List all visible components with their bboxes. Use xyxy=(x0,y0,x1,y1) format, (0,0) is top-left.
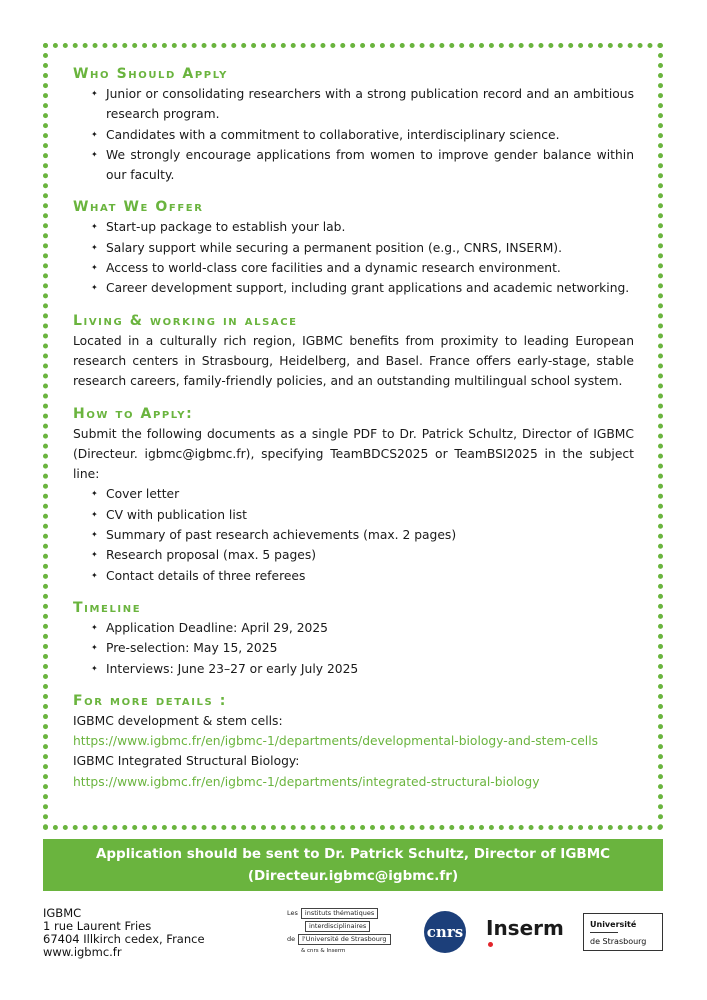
dev-label: IGBMC development & stem cells: xyxy=(73,713,283,728)
unistra-bottom: de Strasbourg xyxy=(590,937,647,946)
list-item: ✦ Pre-selection: May 15, 2025 xyxy=(106,638,634,658)
section-what-we-offer xyxy=(73,197,634,298)
application-banner xyxy=(43,839,663,891)
section-details xyxy=(73,691,634,792)
offer-list xyxy=(73,217,634,298)
list-item: ✦ Application Deadline: April 29, 2025 xyxy=(106,618,634,638)
inserm-logo xyxy=(486,916,564,940)
address-block xyxy=(43,907,205,959)
its-line-3: l'Université de Strasbourg xyxy=(298,934,390,945)
section-title-offer: What We Offer xyxy=(73,199,204,216)
list-item: ✦ Interviews: June 23–27 or early July 2025 xyxy=(106,659,634,679)
list-item: ✦ Research proposal (max. 5 pages) xyxy=(106,545,634,565)
list-item: ✦ Career development support, including grant applications and academic networking. xyxy=(106,278,634,298)
its-de: de xyxy=(287,935,296,943)
cnrs-logo: cnrs xyxy=(424,911,466,953)
banner-line-1: Application should be sent to Dr. Patrick Schultz, Director of IGBMC xyxy=(95,846,611,862)
section-title-details: For more details : xyxy=(73,692,227,709)
list-item: ✦ Candidates with a commitment to collaborative, interdisciplinary science. xyxy=(106,125,634,145)
timeline-list xyxy=(73,618,634,679)
address-street: 1 rue Laurent Fries xyxy=(43,919,152,933)
apply-list xyxy=(73,484,634,585)
its-logo xyxy=(287,908,397,958)
its-footer: & cnrs & Inserm xyxy=(301,948,346,954)
who-list xyxy=(73,84,634,185)
apply-intro: Submit the following documents as a single PDF to Dr. Patrick Schultz, Director of IGBMC (Directeur. igbmc@igbmc.fr), specifying TeamBDCS2025 or TeamBSI2025 in the subject line: xyxy=(73,426,634,482)
structural-biology-link[interactable]: https://www.igbmc.fr/en/igbmc-1/departments/integrated-structural-biology xyxy=(73,774,540,789)
unistra-logo xyxy=(583,913,663,951)
section-timeline xyxy=(73,598,634,679)
list-item: ✦ Summary of past research achievements (max. 2 pages) xyxy=(106,525,634,545)
list-item: ✦ We strongly encourage applications from women to improve gender balance within our faculty. xyxy=(106,145,634,186)
section-title-timeline: Timeline xyxy=(73,599,142,616)
banner-email: (Directeur.igbmc@igbmc.fr) xyxy=(247,868,459,884)
list-item: ✦ Contact details of three referees xyxy=(106,566,634,586)
section-who-should-apply xyxy=(73,64,634,185)
its-les: Les xyxy=(287,909,298,917)
address-city: 67404 Illkirch cedex, France xyxy=(43,932,205,946)
living-paragraph: Located in a culturally rich region, IGBMC benefits from proximity to leading European research centers in Strasbourg, Heidelberg, and Basel. France offers early-stage, stable research careers, family-friendly policies, and an outstanding multilingual school system. xyxy=(73,333,634,389)
unistra-top: Université xyxy=(590,920,637,929)
list-item: ✦ Access to world-class core facilities and a dynamic research environment. xyxy=(106,258,634,278)
its-line-2: interdisciplinaires xyxy=(305,921,370,932)
list-item: ✦ CV with publication list xyxy=(106,505,634,525)
list-item: ✦ Junior or consolidating researchers with a strong publication record and an ambitious research program. xyxy=(106,84,634,125)
address-website: www.igbmc.fr xyxy=(43,945,122,959)
section-title-who: Who Should Apply xyxy=(73,66,228,82)
section-title-living: Living & working in alsace xyxy=(73,312,298,329)
its-line-1: instituts thématiques xyxy=(301,908,378,919)
isb-label: IGBMC Integrated Structural Biology: xyxy=(73,754,300,769)
dev-stem-cells-link[interactable]: https://www.igbmc.fr/en/igbmc-1/departments/developmental-biology-and-stem-cells xyxy=(73,734,599,749)
list-item: ✦ Salary support while securing a permanent position (e.g., CNRS, INSERM). xyxy=(106,238,634,258)
section-how-to-apply xyxy=(73,404,634,586)
inserm-dot-icon xyxy=(488,942,493,947)
list-item: ✦ Start-up package to establish your lab. xyxy=(106,217,634,237)
list-item: ✦ Cover letter xyxy=(106,484,634,504)
inserm-wordmark: Inserm xyxy=(486,916,564,940)
main-content xyxy=(73,64,634,804)
section-title-apply: How to Apply: xyxy=(73,405,194,422)
section-living xyxy=(73,311,634,392)
address-name: IGBMC xyxy=(43,906,82,920)
